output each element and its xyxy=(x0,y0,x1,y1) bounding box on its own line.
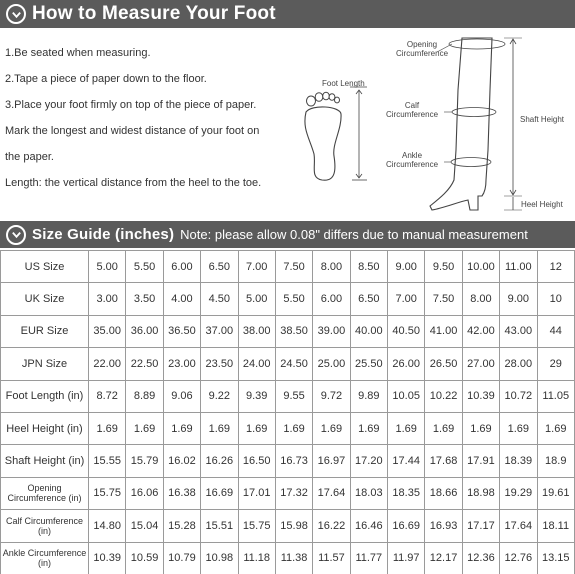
table-cell: 10.39 xyxy=(89,542,126,574)
table-cell: 18.39 xyxy=(500,445,537,477)
table-cell: 9.06 xyxy=(163,380,200,412)
table-cell: 9.39 xyxy=(238,380,275,412)
table-cell: 9.50 xyxy=(425,251,462,283)
table-cell: 43.00 xyxy=(500,315,537,347)
table-cell: 10.22 xyxy=(425,380,462,412)
table-cell: 15.51 xyxy=(201,510,238,542)
table-cell: 3.50 xyxy=(126,283,163,315)
table-cell: 25.50 xyxy=(350,348,387,380)
chevron-down-icon xyxy=(6,225,26,245)
row-label: Calf Circumference (in) xyxy=(1,510,89,542)
table-cell: 17.20 xyxy=(350,445,387,477)
table-cell: 15.75 xyxy=(238,510,275,542)
table-cell: 1.69 xyxy=(89,412,126,444)
measure-instructions xyxy=(5,40,305,196)
opening-label-2: Circumference xyxy=(396,49,449,58)
calf-label-1: Calf xyxy=(404,101,420,110)
table-cell: 5.00 xyxy=(89,251,126,283)
table-cell: 17.44 xyxy=(388,445,425,477)
table-cell: 39.00 xyxy=(313,315,350,347)
chevron-down-icon xyxy=(6,4,26,24)
table-cell: 11.77 xyxy=(350,542,387,574)
table-cell: 7.00 xyxy=(388,283,425,315)
table-cell: 4.00 xyxy=(163,283,200,315)
table-cell: 7.50 xyxy=(425,283,462,315)
row-label: Opening Circumference (in) xyxy=(1,477,89,509)
table-cell: 24.00 xyxy=(238,348,275,380)
table-cell: 11.57 xyxy=(313,542,350,574)
table-cell: 1.69 xyxy=(388,412,425,444)
table-row xyxy=(1,542,575,574)
table-cell: 15.98 xyxy=(275,510,312,542)
table-cell: 17.64 xyxy=(500,510,537,542)
table-cell: 7.50 xyxy=(275,251,312,283)
table-row xyxy=(1,477,575,509)
instruction-line: the paper. xyxy=(5,151,54,163)
table-cell: 5.50 xyxy=(126,251,163,283)
table-cell: 8.89 xyxy=(126,380,163,412)
table-cell: 15.79 xyxy=(126,445,163,477)
table-cell: 8.50 xyxy=(350,251,387,283)
calf-circumference-label xyxy=(386,101,438,119)
table-cell: 11.38 xyxy=(275,542,312,574)
size-guide-note: Note: please allow 0.08" differs due to manual measurement xyxy=(180,227,528,242)
table-cell: 1.69 xyxy=(500,412,537,444)
row-label: EUR Size xyxy=(1,315,89,347)
table-row xyxy=(1,412,575,444)
table-row xyxy=(1,348,575,380)
table-cell: 6.50 xyxy=(350,283,387,315)
table-row xyxy=(1,510,575,542)
table-row xyxy=(1,283,575,315)
footprint-icon xyxy=(292,74,377,186)
size-guide-header xyxy=(0,221,575,248)
table-cell: 1.69 xyxy=(425,412,462,444)
row-label: US Size xyxy=(1,251,89,283)
table-cell: 17.32 xyxy=(275,477,312,509)
table-cell: 5.50 xyxy=(275,283,312,315)
table-cell: 17.68 xyxy=(425,445,462,477)
table-cell: 4.50 xyxy=(201,283,238,315)
table-cell: 24.50 xyxy=(275,348,312,380)
table-cell: 18.11 xyxy=(537,510,575,542)
table-cell: 37.00 xyxy=(201,315,238,347)
table-cell: 1.69 xyxy=(238,412,275,444)
size-table-body xyxy=(1,251,575,574)
table-cell: 3.00 xyxy=(89,283,126,315)
table-cell: 15.04 xyxy=(126,510,163,542)
table-cell: 1.69 xyxy=(126,412,163,444)
table-cell: 16.69 xyxy=(388,510,425,542)
table-cell: 8.00 xyxy=(313,251,350,283)
table-cell: 11.97 xyxy=(388,542,425,574)
table-cell: 18.66 xyxy=(425,477,462,509)
table-row xyxy=(1,445,575,477)
table-cell: 23.50 xyxy=(201,348,238,380)
table-cell: 28.00 xyxy=(500,348,537,380)
opening-circumference-label xyxy=(396,40,448,58)
table-cell: 26.00 xyxy=(388,348,425,380)
heel-height-label: Heel Height xyxy=(521,200,563,209)
ankle-circumference-label xyxy=(386,151,438,169)
table-cell: 7.00 xyxy=(238,251,275,283)
table-cell: 18.9 xyxy=(537,445,575,477)
table-cell: 6.00 xyxy=(313,283,350,315)
table-cell: 36.50 xyxy=(163,315,200,347)
table-cell: 26.50 xyxy=(425,348,462,380)
table-cell: 42.00 xyxy=(462,315,499,347)
table-cell: 9.72 xyxy=(313,380,350,412)
table-cell: 16.69 xyxy=(201,477,238,509)
table-cell: 12.36 xyxy=(462,542,499,574)
table-cell: 17.01 xyxy=(238,477,275,509)
instruction-line: 3.Place your foot firmly on top of the piece of paper. xyxy=(5,99,257,111)
row-label: Shaft Height (in) xyxy=(1,445,89,477)
table-cell: 27.00 xyxy=(462,348,499,380)
table-cell: 10.79 xyxy=(163,542,200,574)
table-cell: 17.17 xyxy=(462,510,499,542)
table-cell: 11.05 xyxy=(537,380,575,412)
table-cell: 9.55 xyxy=(275,380,312,412)
table-cell: 40.50 xyxy=(388,315,425,347)
table-cell: 40.00 xyxy=(350,315,387,347)
table-cell: 16.38 xyxy=(163,477,200,509)
table-cell: 1.69 xyxy=(537,412,575,444)
table-cell: 1.69 xyxy=(313,412,350,444)
table-cell: 16.46 xyxy=(350,510,387,542)
table-cell: 16.97 xyxy=(313,445,350,477)
table-cell: 9.00 xyxy=(500,283,537,315)
table-cell: 17.64 xyxy=(313,477,350,509)
table-cell: 5.00 xyxy=(238,283,275,315)
table-cell: 16.26 xyxy=(201,445,238,477)
table-cell: 18.03 xyxy=(350,477,387,509)
calf-label-2: Circumference xyxy=(386,110,439,119)
measure-header xyxy=(0,0,575,28)
table-cell: 38.00 xyxy=(238,315,275,347)
table-cell: 9.89 xyxy=(350,380,387,412)
table-cell: 15.75 xyxy=(89,477,126,509)
size-guide-title: Size Guide (inches) xyxy=(32,226,175,243)
table-cell: 22.00 xyxy=(89,348,126,380)
shaft-height-label: Shaft Height xyxy=(520,115,565,124)
table-cell: 8.72 xyxy=(89,380,126,412)
table-cell: 18.98 xyxy=(462,477,499,509)
table-cell: 29 xyxy=(537,348,575,380)
table-cell: 9.00 xyxy=(388,251,425,283)
measure-title: How to Measure Your Foot xyxy=(32,3,276,24)
table-row xyxy=(1,251,575,283)
table-cell: 1.69 xyxy=(350,412,387,444)
table-cell: 23.00 xyxy=(163,348,200,380)
table-cell: 6.00 xyxy=(163,251,200,283)
table-cell: 10.98 xyxy=(201,542,238,574)
table-cell: 10.72 xyxy=(500,380,537,412)
table-cell: 12.76 xyxy=(500,542,537,574)
row-label: Heel Height (in) xyxy=(1,412,89,444)
table-cell: 36.00 xyxy=(126,315,163,347)
table-cell: 19.61 xyxy=(537,477,575,509)
table-cell: 16.06 xyxy=(126,477,163,509)
row-label: Foot Length (in) xyxy=(1,380,89,412)
table-cell: 25.00 xyxy=(313,348,350,380)
boot-diagram xyxy=(382,30,572,215)
table-cell: 8.00 xyxy=(462,283,499,315)
table-cell: 11.18 xyxy=(238,542,275,574)
table-cell: 16.02 xyxy=(163,445,200,477)
foot-diagram xyxy=(292,74,377,186)
table-cell: 14.80 xyxy=(89,510,126,542)
table-cell: 35.00 xyxy=(89,315,126,347)
table-cell: 19.29 xyxy=(500,477,537,509)
table-cell: 12 xyxy=(537,251,575,283)
table-cell: 10.05 xyxy=(388,380,425,412)
table-cell: 44 xyxy=(537,315,575,347)
table-cell: 1.69 xyxy=(163,412,200,444)
table-cell: 10.00 xyxy=(462,251,499,283)
table-cell: 16.73 xyxy=(275,445,312,477)
table-cell: 38.50 xyxy=(275,315,312,347)
table-row xyxy=(1,380,575,412)
table-cell: 6.50 xyxy=(201,251,238,283)
ankle-label-2: Circumference xyxy=(386,160,439,169)
table-cell: 16.50 xyxy=(238,445,275,477)
table-cell: 17.91 xyxy=(462,445,499,477)
foot-length-label: Foot Length xyxy=(322,79,365,88)
row-label: JPN Size xyxy=(1,348,89,380)
table-cell: 18.35 xyxy=(388,477,425,509)
table-cell: 16.22 xyxy=(313,510,350,542)
table-cell: 15.55 xyxy=(89,445,126,477)
instruction-line: 2.Tape a piece of paper down to the floor. xyxy=(5,73,207,85)
instruction-line: Length: the vertical distance from the heel to the toe. xyxy=(5,177,262,189)
table-cell: 13.15 xyxy=(537,542,575,574)
table-cell: 22.50 xyxy=(126,348,163,380)
table-cell: 9.22 xyxy=(201,380,238,412)
instruction-line: Mark the longest and widest distance of your foot on xyxy=(5,125,260,137)
table-cell: 11.00 xyxy=(500,251,537,283)
table-cell: 1.69 xyxy=(275,412,312,444)
opening-label-1: Opening xyxy=(406,40,438,49)
table-cell: 10.59 xyxy=(126,542,163,574)
table-cell: 10.39 xyxy=(462,380,499,412)
table-cell: 10 xyxy=(537,283,575,315)
table-cell: 15.28 xyxy=(163,510,200,542)
table-cell: 16.93 xyxy=(425,510,462,542)
table-cell: 1.69 xyxy=(201,412,238,444)
table-cell: 1.69 xyxy=(462,412,499,444)
row-label: UK Size xyxy=(1,283,89,315)
instruction-line: 1.Be seated when measuring. xyxy=(5,47,151,59)
table-row xyxy=(1,315,575,347)
ankle-label-1: Ankle xyxy=(402,151,423,160)
size-table xyxy=(0,250,575,574)
row-label: Ankle Circumference (in) xyxy=(1,542,89,574)
table-cell: 41.00 xyxy=(425,315,462,347)
table-cell: 12.17 xyxy=(425,542,462,574)
